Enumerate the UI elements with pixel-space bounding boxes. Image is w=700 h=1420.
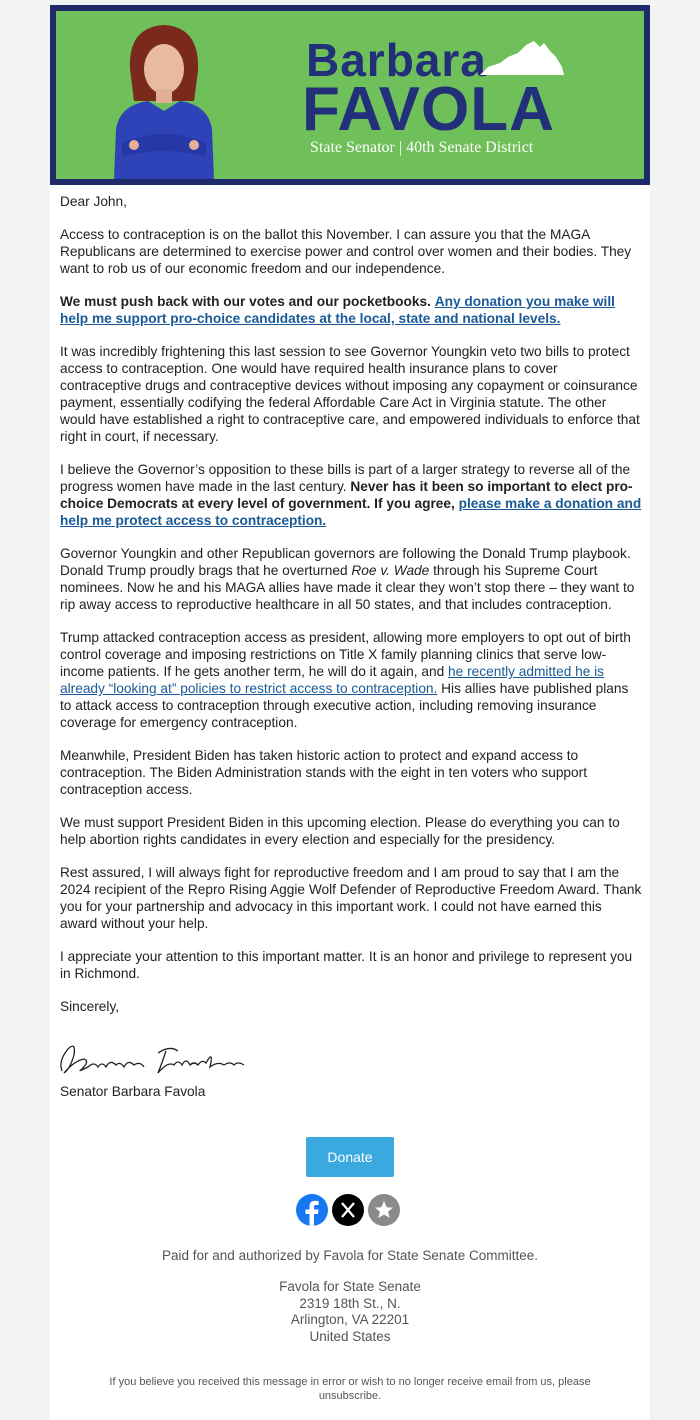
greeting: Dear John, — [60, 194, 127, 209]
donate-wrapper — [50, 1137, 650, 1177]
social-links — [296, 1194, 406, 1228]
paragraph-5-start: Governor Youngkin and other Republican governors are following the Donald Trump playbook. Donald Trump proudly brags that he overturned — [60, 546, 631, 578]
paragraph-5-end: through his Supreme Court nominees. Now he and his MAGA allies have made it clear they won’t stop there – they want to rip away access to reproductive healthcare in all 50 states, and that includes contraception. — [60, 563, 635, 612]
header-banner-inner — [56, 11, 644, 179]
donation-link-1[interactable]: Any donation you make will help me support pro-choice candidates at the local, state and national levels. — [60, 294, 615, 326]
header-subtitle: State Senator | 40th Senate District — [310, 139, 534, 156]
letter-body — [60, 193, 642, 1116]
paragraph-6-end: His allies have published plans to attack access to contraception through executive action, including removing insurance coverage for emergency contraception. — [60, 681, 629, 730]
header-last-name: FAVOLA — [302, 75, 555, 144]
paragraph-6-start: Trump attacked contraception access as president, allowing more employers to opt out of birth control coverage and imposing restrictions on Title X family planning clinics that serve low-income patients. If he gets another term, he will do it again, and — [60, 630, 631, 679]
virginia-state-icon — [478, 37, 564, 77]
footer-country: United States — [309, 1329, 391, 1344]
trump-contraception-link[interactable]: he recently admitted he is already “looking at” policies to restrict access to contraception. — [60, 664, 605, 696]
unsubscribe-note[interactable]: If you believe you received this message in error or wish to no longer receive email from us, please unsubscribe. — [109, 1376, 591, 1402]
facebook-icon[interactable] — [296, 1194, 328, 1226]
paragraph-5-italic: Roe v. Wade — [351, 563, 430, 578]
donate-button[interactable]: Donate — [306, 1137, 393, 1177]
footer-street: 2319 18th St., N. — [299, 1296, 401, 1311]
paragraph-8: We must support President Biden in this upcoming election. Please do everything you can to help abortion rights candidates in every election and especially for the presidency. — [60, 815, 620, 847]
paragraph-4-bold: Never has it been so important to elect pro-choice Democrats at every level of government. If you agree, — [60, 479, 633, 511]
paragraph-10: I appreciate your attention to this important matter. It is an honor and privilege to represent you in Richmond. — [60, 949, 633, 981]
paragraph-9: Rest assured, I will always fight for reproductive freedom and I am proud to say that I am the 2024 recipient of the Repro Rising Aggie Wolf Defender of Reproductive Freedom Award. Thank you for your partnership and advocacy in this important work. I could not have earned this award without your help. — [60, 865, 642, 931]
closing: Sincerely, — [60, 999, 120, 1014]
header-banner — [50, 5, 650, 185]
paragraph-2 — [60, 293, 642, 327]
x-icon[interactable] — [332, 1194, 364, 1226]
paragraph-4 — [60, 461, 642, 529]
donation-link-2[interactable]: please make a donation and help me protect access to contraception. — [60, 496, 642, 528]
star-icon[interactable] — [368, 1194, 400, 1226]
paragraph-3: It was incredibly frightening this last session to see Governor Youngkin veto two bills to protect access to contraception. One would have required health insurance plans to cover contraceptive drugs and contraceptive devices without imposing any copayment or coinsurance payment, essentially codifying the federal Affordable Care Act in Virginia statute. The other would have established a right to contraceptive care, and empowered individuals to enforce that right in court, if necessary. — [60, 344, 640, 444]
paid-for-note: Paid for and authorized by Favola for State Senate Committee. — [162, 1248, 538, 1263]
portrait-photo — [108, 21, 220, 179]
footer-org: Favola for State Senate — [279, 1279, 421, 1294]
paragraph-5 — [60, 545, 642, 613]
paragraph-4-start: I believe the Governor’s opposition to these bills is part of a larger strategy to reverse all of the progress women have made in the last century. — [60, 462, 631, 494]
header-first-name: Barbara — [306, 34, 487, 86]
signature-name: Senator Barbara Favola — [60, 1084, 206, 1099]
paragraph-2-bold: We must push back with our votes and our pocketbooks. — [60, 294, 431, 309]
paragraph-6 — [60, 629, 642, 731]
paragraph-7: Meanwhile, President Biden has taken historic action to protect and expand access to contraception. The Biden Administration stands with the eight in ten voters who support contraception access. — [60, 748, 588, 797]
signature-image — [54, 1031, 642, 1079]
footer-city: Arlington, VA 22201 — [290, 1312, 410, 1327]
paragraph-1: Access to contraception is on the ballot this November. I can assure you that the MAGA Republicans are determined to exercise power and control over women and their bodies. They want to rob us of our economic freedom and our independence. — [60, 227, 632, 276]
email-container — [50, 5, 650, 1420]
